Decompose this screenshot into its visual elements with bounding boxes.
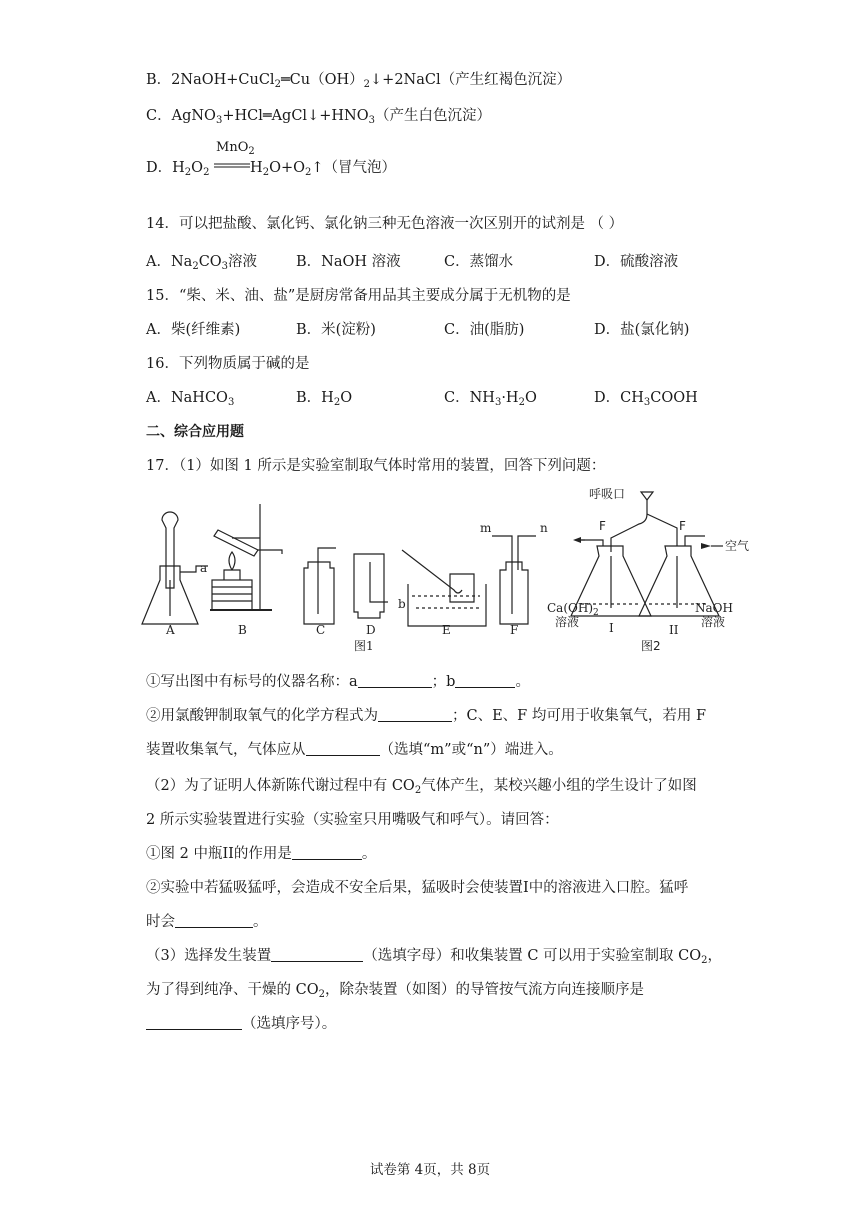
q13-option-d: D．$H_2O_2$ MnO$_2$ $H_2O+O_2↑$（冒气泡） <box>146 140 397 178</box>
bottle-ii-label: II <box>669 623 679 637</box>
apparatus-a-flask <box>142 512 208 624</box>
apparatus-b-heater <box>210 504 282 610</box>
q13-option-b: B．$2NaOH+CuCl_2═Cu(OH)_2↓+2NaCl$（产生红褐色沉淀） <box>146 72 572 90</box>
q13-option-c: C．$AgNO_3+HCl═AgCl↓+HNO_3$（产生白色沉淀） <box>146 108 491 126</box>
q17-2-line4: ②实验中若猛吸猛呼，会造成不安全后果，猛吸时会使装置I中的溶液进入口腔。猛呼 <box>146 880 689 896</box>
answer-blank-exhale[interactable] <box>175 913 253 928</box>
q15-option-c: C．油(脂肪) <box>444 322 525 338</box>
f-left-label: F <box>599 519 606 533</box>
left-solution-label: $Ca(OH)_2$ <box>547 601 599 618</box>
label-c: C <box>316 623 326 637</box>
q16-stem: 16．下列物质属于碱的是 <box>146 356 310 372</box>
figure-2-caption: 图2 <box>641 639 661 653</box>
q15-option-a: A．柴(纤维素) <box>146 322 241 338</box>
apparatus-c-bottle <box>304 548 336 624</box>
q15-option-d: D．盐(氯化钠) <box>594 322 690 338</box>
mark-m: m <box>480 521 492 535</box>
q17-1-line3: 装置收集氧气，气体应从 （选填“m”或“n”）端进入。 <box>146 742 563 758</box>
q17-intro: 17．（1）如图 1 所示是实验室制取气体时常用的装置，回答下列问题： <box>146 458 606 474</box>
apparatus-d-bottle <box>354 554 388 618</box>
answer-blank-generator[interactable] <box>271 947 363 962</box>
q14-option-a: A．$Na_2CO_3$溶液 <box>146 254 258 272</box>
answer-blank-equation[interactable] <box>378 707 452 722</box>
right-solution-label-2: 溶液 <box>701 615 726 629</box>
f-right-label: F <box>679 519 686 533</box>
q14-option-c: C．蒸馏水 <box>444 254 514 270</box>
q15-stem: 15．“柴、米、油、盐”是厨房常备用品其主要成分属于无机物的是 <box>146 288 571 304</box>
q17-2-line2: 2 所示实验装置进行实验（实验室只用嘴吸气和呼气）。请回答： <box>146 812 559 828</box>
label-f: F <box>510 623 519 637</box>
answer-blank-port[interactable] <box>306 741 380 756</box>
q16-option-d: D．$CH_3COOH$ <box>594 390 698 408</box>
left-solution-label-2: 溶液 <box>555 615 580 629</box>
answer-blank-bottle-ii[interactable] <box>292 845 362 860</box>
q16-option-a: A．NaHCO$_3$ <box>146 390 235 408</box>
label-b: B <box>238 623 247 637</box>
air-label: 空气 <box>725 539 750 553</box>
q14-option-b: B．NaOH 溶液 <box>296 254 401 270</box>
figure-1-apparatus <box>140 484 560 654</box>
q16-option-b: B．$H_2O$ <box>296 390 353 408</box>
answer-blank-order[interactable] <box>146 1015 242 1030</box>
figure-1-caption: 图1 <box>354 639 374 653</box>
q17-3-line3: （选填序号）。 <box>146 1014 336 1034</box>
label-e: E <box>442 623 451 637</box>
mark-a: a <box>200 561 208 575</box>
q16-option-c: C．$NH_3\cdot H_2O$ <box>444 390 537 408</box>
catalyst-arrow: MnO$_2$ <box>216 140 255 157</box>
q14-option-d: D．硫酸溶液 <box>594 254 679 270</box>
q15-option-b: B．米(淀粉) <box>296 322 376 338</box>
mouth-label: 呼吸口 <box>589 487 626 501</box>
right-solution-label: NaOH <box>695 601 733 615</box>
figure-2-breathing-apparatus <box>545 484 755 654</box>
q17-2-line5: 时会 。 <box>146 914 268 930</box>
q14-stem: 14．可以把盐酸、氯化钙、氯化钠三种无色溶液一次区别开的试剂是 （ ） <box>146 216 624 232</box>
q17-1-line1: ①写出图中有标号的仪器名称：a ；b 。 <box>146 674 530 690</box>
bottle-i-label: I <box>609 621 614 635</box>
q17-1-line2: ②用氯酸钾制取氧气的化学方程式为 ；C、E、F 均可用于收集氧气，若用 F <box>146 708 707 724</box>
q17-3-line2: 为了得到纯净、干燥的 $CO_2$，除杂装置（如图）的导管按气流方向连接顺序是 <box>146 982 644 1000</box>
q17-2-line3: ①图 2 中瓶II的作用是 。 <box>146 846 377 862</box>
page-footer: 试卷第 4页，共 8页 <box>369 1162 491 1178</box>
mark-n: n <box>540 521 548 535</box>
apparatus-f-bottle <box>492 536 536 624</box>
answer-blank-b[interactable] <box>455 673 515 688</box>
q17-3-line1: （3）选择发生装置 （选填字母）和收集装置 C 可以用于实验室制取 $CO_2$， <box>146 948 723 966</box>
mark-b: b <box>398 597 406 611</box>
label-d: D <box>366 623 376 637</box>
answer-blank-a[interactable] <box>358 673 432 688</box>
section-heading: 二、综合应用题 <box>146 424 244 440</box>
label-a: A <box>166 623 175 637</box>
q17-2-line1: （2）为了证明人体新陈代谢过程中有 $CO_2$气体产生，某校兴趣小组的学生设计了如图 <box>146 778 697 796</box>
apparatus-e-trough <box>402 550 486 626</box>
